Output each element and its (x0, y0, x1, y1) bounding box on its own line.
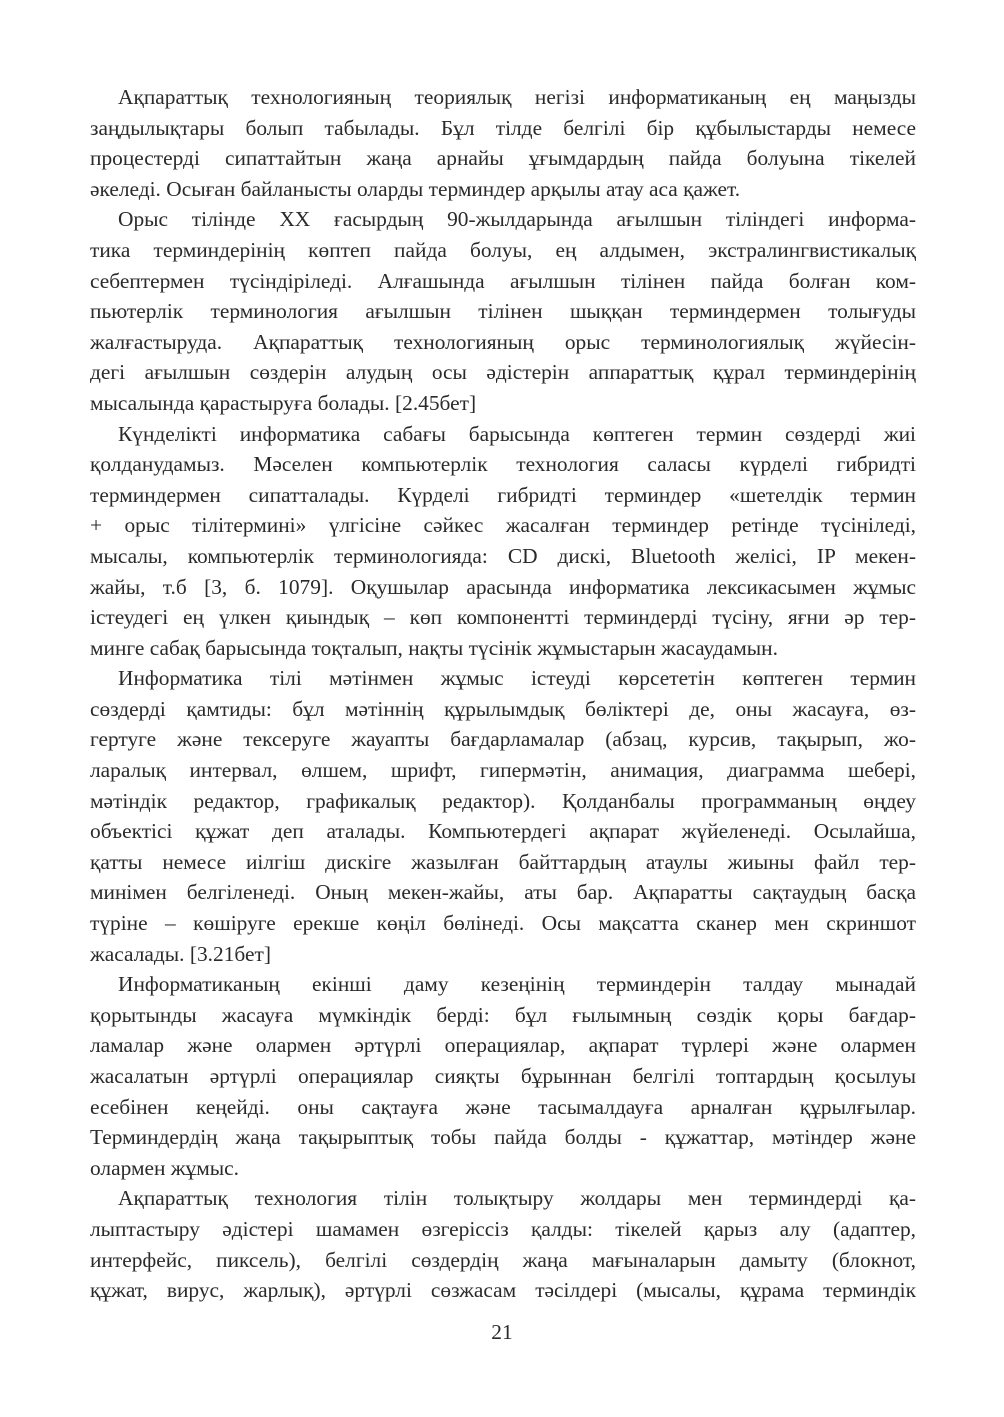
paragraph (90, 204, 916, 418)
text-line: Ақпараттық технологияның теориялық негізі информатиканың ең маңызды (118, 85, 916, 109)
text-line: ламалар және олармен әртүрлі операциялар, ақпарат түрлері және олармен (90, 1033, 916, 1058)
text-line: терминдермен сипатталады. Күрделі гибридті терминдер «шетелдік термин (90, 482, 916, 507)
page-number: 21 (491, 1320, 513, 1344)
text-line: мысалында қарастыруға болады. [2.45бет] (90, 390, 477, 415)
text-line: қорытынды жасауға мүмкіндік берді: бұл ғылымның сөздік қоры бағдар- (90, 1002, 916, 1027)
text-line: мәтіндік редактор, графикалық редактор). Қолданбалы программаның өңдеу (90, 788, 916, 813)
text-line: минімен белгіленеді. Оның мекен-жайы, аты бар. Ақпаратты сақтаудың басқа (90, 880, 916, 905)
text-line: объектісі құжат деп аталады. Компьютердегі ақпарат жүйеленеді. Осылайша, (90, 819, 916, 844)
paragraph (90, 82, 916, 204)
text-line: жасалады. [3.21бет] (90, 941, 271, 966)
text-line: түріне – көшіруге ерекше көңіл бөлінеді. Осы мақсатта сканер мен скриншот (90, 911, 916, 936)
text-line: әкеледі. Осыған байланысты оларды терминдер арқылы атау аса қажет. (90, 176, 741, 201)
text-line: сөздерді қамтиды: бұл мәтіннің құрылымдық бөліктері де, оны жасауға, өз- (90, 696, 916, 721)
text-line: қатты немесе иілгіш дискіге жазылған байттардың атаулы жиыны файл тер- (90, 849, 916, 874)
text-line: ларалық интервал, өлшем, шрифт, гипермәтін, анимация, диаграмма шебері, (90, 758, 916, 783)
body-text (90, 82, 916, 1306)
text-line: процестерді сипаттайтын жаңа арнайы ұғымдардың пайда болуына тікелей (90, 146, 916, 171)
text-line: мысалы, компьютерлік терминологияда: CD дискі, Bluetooth желісі, IP мекен- (90, 543, 916, 568)
text-line: Информатиканың екінші даму кезеңінің терминдерін талдау мынадай (118, 972, 916, 997)
text-line: Ақпараттық технология тілін толықтыру жолдары мен терминдерді қа- (118, 1186, 916, 1211)
text-line: себептермен түсіндіріледі. Алғашында ағылшын тілінен пайда болған ком- (90, 268, 916, 293)
text-line: пьютерлік терминология ағылшын тілінен шыққан терминдермен толығуды (90, 299, 916, 324)
text-line: Орыс тілінде XX ғасырдың 90-жылдарында ағылшын тіліндегі информа- (118, 207, 916, 232)
text-line: Терминдердің жаңа тақырыптық тобы пайда болды - құжаттар, мәтіндер және (90, 1125, 916, 1150)
paragraph (90, 969, 916, 1183)
text-line: құжат, вирус, жарлық), әртүрлі сөзжасам тәсілдері (мысалы, құрама терминдік (90, 1278, 916, 1303)
text-line: дегі ағылшын сөздерін алудың осы әдістерін аппараттық құрал терминдерінің (90, 360, 916, 385)
text-line: есебінен кеңейді. оны сақтауға және тасымалдауға арналған құрылғылар. (90, 1094, 916, 1119)
text-line: Күнделікті информатика сабағы барысында көптеген термин сөздерді жиі (118, 421, 916, 446)
text-line: Информатика тілі мәтінмен жұмыс істеуді көрсететін көптеген термин (118, 666, 916, 691)
paragraph (90, 663, 916, 969)
text-line: олармен жұмыс. (90, 1155, 240, 1180)
paragraph (90, 1183, 916, 1305)
text-line: жайы, т.б [3, б. 1079]. Оқушылар арасында информатика лексикасымен жұмыс (90, 574, 916, 599)
text-line: істеудегі ең үлкен қиындық – көп компонентті терминдерді түсіну, яғни әр тер- (90, 605, 916, 630)
text-line: интерфейс, пиксель), белгілі сөздердің жаңа мағыналарын дамыту (блокнот, (90, 1247, 916, 1272)
text-line: гертуге және тексеруге жауапты бағдарламалар (абзац, курсив, тақырып, жо- (90, 727, 916, 752)
text-line: + орыс тілітермині» үлгісіне сәйкес жасалған терминдер ретінде түсініледі, (90, 513, 916, 538)
text-line: заңдылықтары болып табылады. Бұл тілде белгілі бір құбылыстарды немесе (90, 115, 916, 140)
text-line: лыптастыру әдістері шамамен өзгеріссіз қалды: тікелей қарыз алу (адаптер, (90, 1216, 916, 1241)
text-line: қолданудамыз. Мәселен компьютерлік технология саласы күрделі гибридті (90, 452, 916, 477)
text-line: жасалатын әртүрлі операциялар сияқты бұрыннан белгілі топтардың қосылуы (90, 1064, 916, 1088)
text-line: тика терминдерінің көптеп пайда болуы, ең алдымен, экстралингвистикалық (90, 237, 916, 262)
text-line: минге сабақ барысында тоқталып, нақты түсінік жұмыстарын жасаудамын. (90, 635, 778, 660)
paragraph (90, 419, 916, 664)
text-line: жалғастыруда. Ақпараттық технологияның орыс терминологиялық жүйесін- (90, 329, 916, 354)
